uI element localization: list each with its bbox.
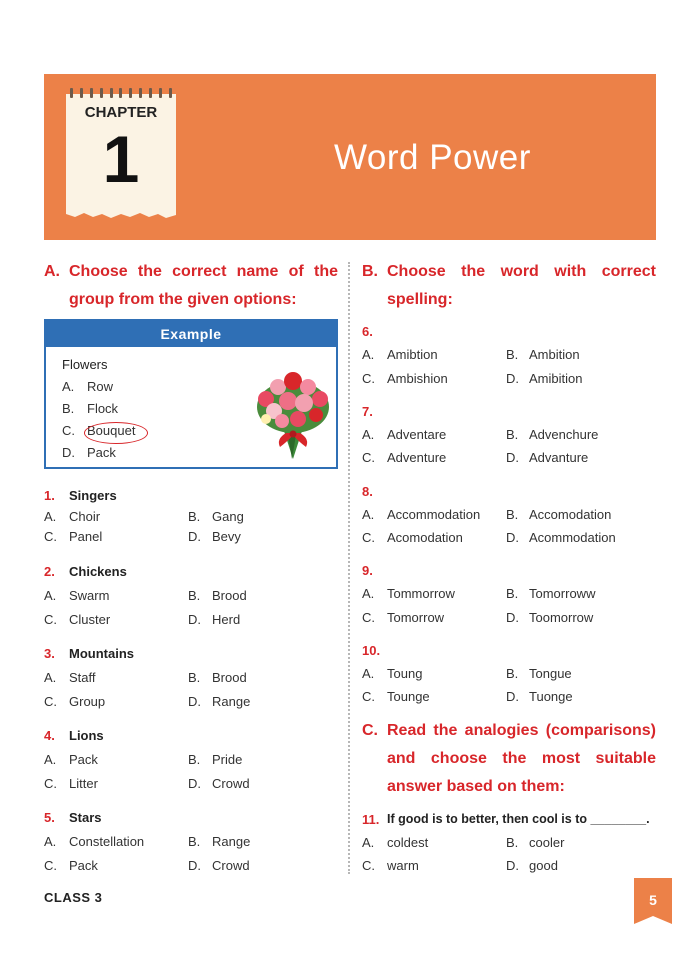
- example-option-answer: C. Bouquet: [62, 423, 136, 438]
- option-a: Swarm: [69, 588, 110, 603]
- column-divider: [348, 262, 350, 874]
- question-10: 10. A. Toung B. Tongue C. Tounge D. Tuonge: [362, 643, 573, 704]
- option-c: warm: [387, 858, 419, 873]
- option-b: Gang: [212, 509, 244, 524]
- option-c: Group: [69, 694, 106, 709]
- option-b: Tongue: [529, 666, 572, 681]
- option-d: Crowd: [212, 776, 250, 791]
- option-b: Brood: [212, 670, 247, 685]
- section-c-heading: [362, 717, 656, 803]
- option-d: Tuonge: [529, 689, 573, 704]
- option-a: Accommodation: [387, 507, 481, 522]
- option-b: Advenchure: [529, 427, 599, 442]
- option-a: Constellation: [69, 834, 145, 849]
- option-c: Litter: [69, 776, 98, 791]
- option-b: Accomodation: [529, 507, 612, 522]
- question-1: 1. Singers A. Choir B. Gang C. Panel D. Bevy: [44, 488, 244, 544]
- class-label: CLASS 3: [44, 890, 103, 905]
- option-a: Amibtion: [387, 347, 438, 362]
- option-d: good: [529, 858, 558, 873]
- section-b-letter: B.: [362, 263, 378, 280]
- answer-circle: [84, 422, 148, 444]
- option-c: Pack: [69, 858, 98, 873]
- option-d: Bevy: [212, 529, 241, 544]
- question-2: 2. Chickens A. Swarm B. Brood C. Cluster D. Herd: [44, 564, 247, 627]
- option-b: Ambition: [529, 347, 580, 362]
- option-a: Pack: [69, 752, 98, 767]
- question-8: 8. A. Accommodation B. Accomodation C. Acomodation D. Acommodation: [362, 484, 616, 545]
- option-a: Toung: [387, 666, 423, 681]
- section-b-instruction: Choose the word with correct spelling:: [387, 263, 656, 308]
- option-c: Acomodation: [387, 530, 463, 545]
- option-c: Ambishion: [387, 371, 448, 386]
- section-c-instruction: Read the analogies (comparisons) and choose the most suitable answer based on them:: [387, 722, 656, 795]
- page-number-tab: [634, 878, 672, 924]
- option-d: Herd: [212, 612, 241, 627]
- example-heading: Example: [46, 321, 336, 347]
- question-11: 11. If good is to better, then cool is to ________. A. coldest B. cooler C. warm D. good: [362, 812, 650, 873]
- question-5: 5. Stars A. Constellation B. Range C. Pack D. Crowd: [44, 810, 251, 873]
- option-c: Panel: [69, 529, 103, 544]
- chapter-number: 1: [102, 122, 140, 196]
- question-11-prompt: If good is to better, then cool is to ________.: [387, 812, 650, 826]
- example-option: A. Row: [62, 379, 114, 394]
- chapter-title: Word Power: [334, 138, 531, 177]
- option-d: Acommodation: [529, 530, 616, 545]
- option-a: Choir: [69, 509, 101, 524]
- question-6: 6. A. Amibtion B. Ambition C. Ambishion D. Amibition: [362, 324, 583, 386]
- section-b-heading: [362, 258, 656, 318]
- option-b: Pride: [212, 752, 243, 767]
- question-3: 3. Mountains A. Staff B. Brood C. Group D. Range: [44, 646, 251, 709]
- chapter-calendar-icon: [66, 88, 176, 218]
- example-option: B. Flock: [62, 401, 119, 416]
- section-a-letter: A.: [44, 263, 60, 280]
- page-number: 5: [649, 892, 657, 908]
- option-c: Tomorrow: [387, 610, 445, 625]
- option-a: Staff: [69, 670, 96, 685]
- option-d: Range: [212, 694, 251, 709]
- bouquet-icon: [252, 369, 334, 461]
- example-topic: Flowers: [62, 357, 108, 372]
- option-d: Crowd: [212, 858, 250, 873]
- chapter-banner: [44, 74, 656, 240]
- option-a: Tommorrow: [387, 586, 455, 601]
- question-4: 4. Lions A. Pack B. Pride C. Litter D. Crowd: [44, 728, 250, 791]
- example-option: D. Pack: [62, 445, 116, 460]
- option-b: cooler: [529, 835, 565, 850]
- option-b: Brood: [212, 588, 247, 603]
- question-7: 7. A. Adventare B. Advenchure C. Adventure D. Advanture: [362, 404, 599, 465]
- section-a-heading: [44, 258, 338, 318]
- option-c: Tounge: [387, 689, 430, 704]
- section-a-instruction: Choose the correct name of the group from the given options:: [69, 263, 338, 308]
- chapter-label: CHAPTER: [84, 104, 158, 121]
- section-c-letter: C.: [362, 722, 378, 739]
- option-d: Amibition: [529, 371, 583, 386]
- option-d: Toomorrow: [529, 610, 594, 625]
- option-a: Adventare: [387, 427, 447, 442]
- option-b: Tomorroww: [529, 586, 596, 601]
- option-d: Advanture: [529, 450, 589, 465]
- example-box: [44, 319, 338, 469]
- option-c: Adventure: [387, 450, 447, 465]
- option-a: coldest: [387, 835, 429, 850]
- question-9: 9. A. Tommorrow B. Tomorroww C. Tomorrow D. Toomorrow: [362, 563, 596, 625]
- option-b: Range: [212, 834, 251, 849]
- option-c: Cluster: [69, 612, 111, 627]
